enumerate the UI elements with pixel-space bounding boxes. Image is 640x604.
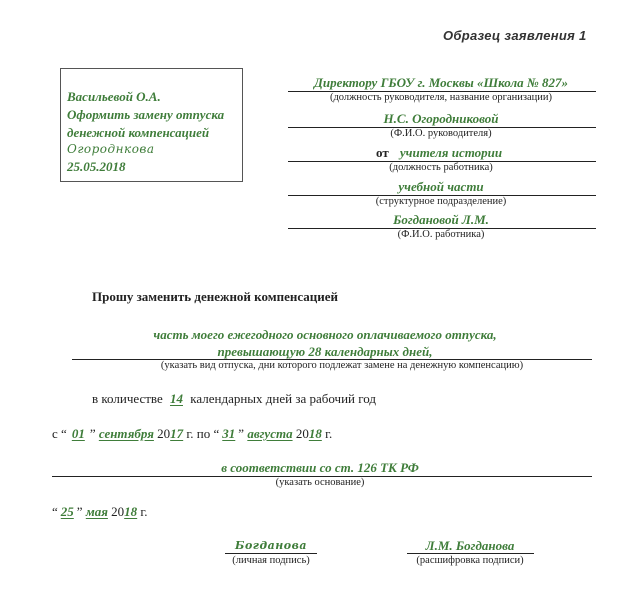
period-year-end-2: г. bbox=[325, 426, 333, 441]
addressee-department: учебной части bbox=[398, 179, 484, 194]
footer-signature: Богданова bbox=[235, 539, 307, 552]
sample-title: Образец заявления 1 bbox=[443, 28, 587, 43]
period-year-prefix-1: 20 bbox=[157, 426, 171, 441]
period-row: с “ 01 ” сентября 2017 г. по “ 31 ” августа 2018 г. bbox=[52, 426, 333, 441]
leave-line-2: превышающую 28 календарных дней, bbox=[217, 344, 433, 359]
leave-caption: (указать вид отпуска, дни которого подлежат замене на денежную компенсацию) bbox=[160, 360, 524, 371]
period-year-prefix-2: 20 bbox=[295, 426, 309, 441]
addressee-employee-name: Богдановой Л.М. bbox=[393, 212, 489, 227]
footer-date-year: 18 bbox=[124, 504, 138, 519]
quantity-row bbox=[92, 391, 376, 407]
footer-decoding-line bbox=[407, 553, 534, 554]
footer-date-year-prefix: 20 bbox=[111, 504, 125, 519]
quantity-prefix: в количестве bbox=[92, 391, 163, 406]
basis-caption: (указать основание) bbox=[275, 477, 365, 488]
footer-signature-caption: (личная подпись) bbox=[232, 555, 310, 566]
resolution-line-2: Оформить замену отпуска bbox=[67, 107, 225, 122]
period-from-month: сентября bbox=[98, 426, 154, 441]
addressee-from-value: учителя истории bbox=[399, 145, 503, 160]
addressee-head-caption: (Ф.И.О. руководителя) bbox=[390, 128, 492, 139]
period-to-month: августа bbox=[247, 426, 293, 441]
addressee-from-prefix: от bbox=[376, 145, 389, 160]
resolution-date: 25.05.2018 bbox=[67, 159, 126, 174]
request-text: Прошу заменить денежной компенсацией bbox=[92, 289, 339, 304]
footer-date-month: мая bbox=[85, 504, 108, 519]
leave-line-1: часть моего ежегодного основного оплачиваемого отпуска, bbox=[153, 327, 497, 342]
addressee-to-caption: (должность руководителя, название организации) bbox=[329, 92, 553, 103]
period-from-day: 01 bbox=[71, 426, 85, 441]
addressee-head-name: Н.С. Огородниковой bbox=[383, 111, 499, 126]
resolution-line-1: Васильевой О.А. bbox=[67, 89, 161, 104]
quantity-suffix: календарных дней за рабочий год bbox=[190, 391, 376, 406]
footer-decoding: Л.М. Богданова bbox=[425, 538, 515, 553]
addressee-department-caption: (структурное подразделение) bbox=[375, 196, 507, 207]
period-to-year: 18 bbox=[308, 426, 322, 441]
footer-signature-line bbox=[225, 553, 317, 554]
footer-decoding-caption: (расшифровка подписи) bbox=[416, 555, 524, 566]
addressee-to-value: Директору ГБОУ г. Москвы «Школа № 827» bbox=[313, 75, 569, 90]
period-from-year: 17 bbox=[170, 426, 184, 441]
resolution-box bbox=[60, 68, 243, 182]
footer-date: “ 25 ” мая 2018 г. bbox=[52, 504, 148, 519]
resolution-signature: Огороднкова bbox=[67, 142, 155, 156]
addressee-from-caption: (должность работника) bbox=[389, 162, 493, 173]
period-year-end-1: г. по bbox=[186, 426, 211, 441]
resolution-line-3: денежной компенсацией bbox=[67, 125, 210, 140]
quantity-value: 14 bbox=[169, 391, 183, 406]
period-to-day: 31 bbox=[222, 426, 236, 441]
period-from: с bbox=[52, 426, 58, 441]
addressee-employee-caption: (Ф.И.О. работника) bbox=[397, 229, 485, 240]
basis-value: в соответствии со ст. 126 ТК РФ bbox=[221, 460, 419, 475]
footer-date-suffix: г. bbox=[140, 504, 148, 519]
footer-date-day: 25 bbox=[60, 504, 74, 519]
